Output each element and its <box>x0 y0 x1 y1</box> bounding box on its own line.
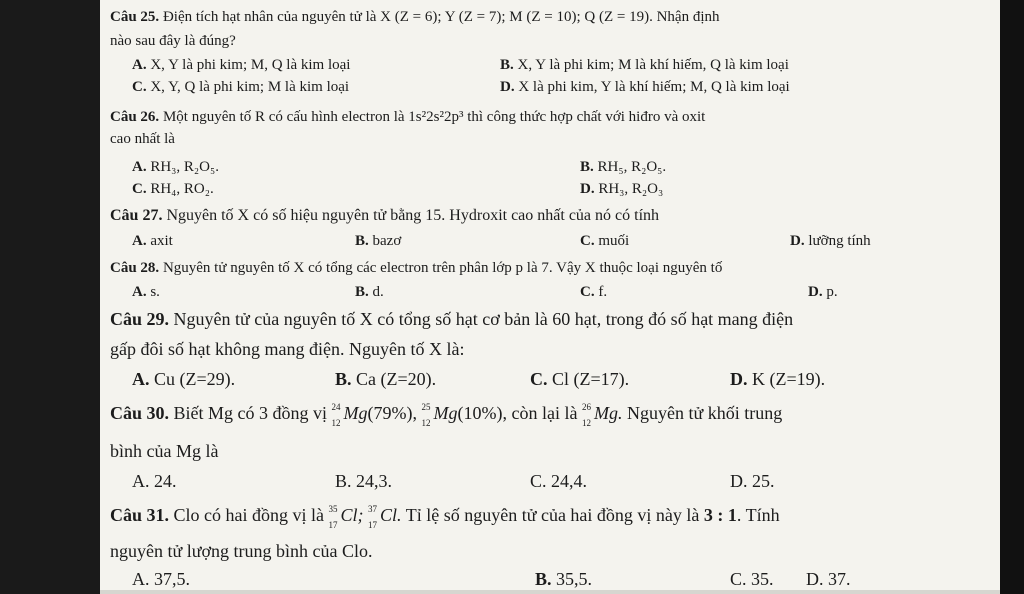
isotope-mg-25: 25 12 Mg <box>421 402 458 428</box>
q26-line1: Câu 26. Một nguyên tố R có cấu hình electron là 1s²2s²2p³ thì công thức hợp chất với hiđro và oxit <box>110 109 706 125</box>
q28-option-b: B. d. <box>355 284 384 300</box>
electron-config: 1s²2s²2p³ <box>408 109 464 125</box>
bottom-strip <box>100 590 1000 594</box>
q31-option-b: B. 35,5. <box>535 569 593 589</box>
q25-option-d: D. X là phi kim, Y là khí hiếm; M, Q là kim loại <box>500 79 790 95</box>
q25-option-b: B. X, Y là phi kim; M là khí hiếm, Q là kim loại <box>500 57 789 73</box>
q25-option-c: C. X, Y, Q là phi kim; M là kim loại <box>132 79 350 95</box>
q29-label: Câu 29. <box>110 309 170 329</box>
q29-line2: gấp đôi số hạt không mang điện. Nguyên tố X là: <box>110 339 465 359</box>
q27-option-a: A. axit <box>132 233 173 249</box>
q29-option-d: D. K (Z=19). <box>730 369 826 389</box>
q30-option-b: B. 24,3. <box>335 471 393 491</box>
q31-option-c: C. 35. <box>730 569 774 589</box>
q26-line2: cao nhất là <box>110 131 175 147</box>
q29-line1: Câu 29. Nguyên tử của nguyên tố X có tổng số hạt cơ bản là 60 hạt, trong đó số hạt mang điện <box>110 309 794 329</box>
isotope-mg-24: 24 12 Mg <box>331 402 368 428</box>
q31-label: Câu 31. <box>110 505 170 525</box>
q31-option-a: A. 37,5. <box>132 569 190 589</box>
q28-option-a: A. s. <box>132 284 160 300</box>
q25-line1 <box>110 6 720 28</box>
q26-label: Câu 26. <box>110 109 160 125</box>
q25-text: Điện tích hạt nhân của nguyên tử là X (Z = 6); Y (Z = 7); M (Z = 10); Q (Z = 19). Nhận định <box>162 9 720 25</box>
q27-label: Câu 27. <box>110 207 163 224</box>
q28-line1: Câu 28. Nguyên tử nguyên tố X có tổng các electron trên phân lớp p là 7. Vậy X thuộc loại nguyên tố <box>110 260 723 276</box>
q30-option-a: A. 24. <box>132 471 177 491</box>
q29-option-b: B. Ca (Z=20). <box>335 369 437 389</box>
q27-line1: Câu 27. Nguyên tố X có số hiệu nguyên tử bằng 15. Hydroxit cao nhất của nó có tính <box>110 207 660 224</box>
q30-label: Câu 30. <box>110 403 170 423</box>
q27-option-d: D. lưỡng tính <box>790 233 871 249</box>
q25-option-a: A. X, Y là phi kim; M, Q là kim loại <box>132 57 351 73</box>
isotope-cl-35: 35 17 Cl; <box>328 504 364 530</box>
q28-option-c: C. f. <box>580 284 608 300</box>
q29-option-c: C. Cl (Z=17). <box>530 369 630 389</box>
q31-option-d: D. 37. <box>806 569 851 589</box>
right-dark-edge <box>1000 0 1024 594</box>
q31-line2: nguyên tử lượng trung bình của Clo. <box>110 541 373 561</box>
q27-option-c: C. muối <box>580 233 630 249</box>
q29-option-a: A. Cu (Z=29). <box>132 369 236 389</box>
isotope-mg-26: 26 12 Mg. <box>581 402 623 428</box>
q28-label: Câu 28. <box>110 260 160 276</box>
q31-line1: Câu 31. Clo có hai đồng vị là 35 17 Cl; 37 17 Cl. Tỉ lệ số nguyên tử của hai đồng vị này là 3 : 1. Tính <box>110 504 780 530</box>
q28-option-d: D. p. <box>808 284 838 300</box>
q30-line2: bình của Mg là <box>110 441 219 461</box>
q26-option-b: B. RH₅, R₂O₅. <box>580 159 667 175</box>
document-page <box>100 0 1000 594</box>
q30-option-d: D. 25. <box>730 471 775 491</box>
ratio: 3 : 1 <box>703 505 737 525</box>
q26-option-d: D. RH₃, R₂O₃ <box>580 181 664 197</box>
q26-option-c: C. RH₄, RO₂. <box>132 181 214 197</box>
q27-option-b: B. bazơ <box>355 233 402 249</box>
q30-line1: Câu 30. Biết Mg có 3 đồng vị 24 12 Mg(79%), 25 12 Mg(10%), còn lại là 26 12 Mg. Nguyên tử khối trung <box>110 402 783 428</box>
q30-option-c: C. 24,4. <box>530 471 588 491</box>
q26-option-a: A. RH₃, R₂O₅. <box>132 159 219 175</box>
q25-label: Câu 25. <box>110 9 160 25</box>
isotope-cl-37: 37 17 Cl. <box>368 504 402 530</box>
q25-line2: nào sau đây là đúng? <box>110 33 236 49</box>
